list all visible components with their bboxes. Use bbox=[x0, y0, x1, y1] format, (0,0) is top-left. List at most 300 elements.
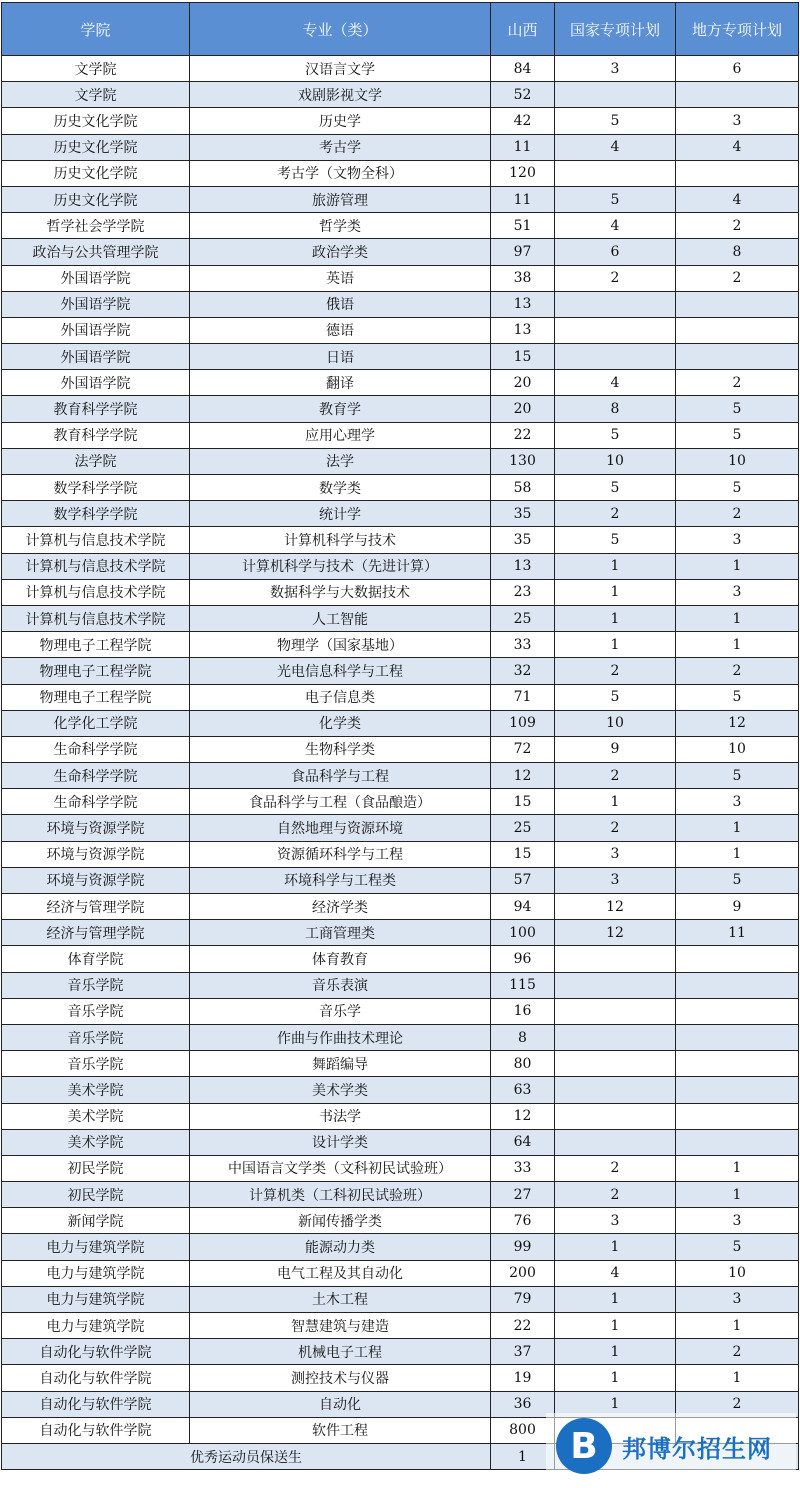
cell-national-plan: 4 bbox=[555, 213, 676, 239]
cell-local-plan bbox=[676, 1129, 799, 1155]
table-row bbox=[2, 448, 799, 474]
cell-college: 环境与资源学院 bbox=[2, 815, 190, 841]
cell-major: 考古学（文物全科） bbox=[190, 160, 491, 186]
cell-local-plan bbox=[676, 1051, 799, 1077]
cell-college: 文学院 bbox=[2, 56, 190, 82]
cell-local-plan: 5 bbox=[676, 396, 799, 422]
cell-local-plan bbox=[676, 998, 799, 1024]
admission-plan-table bbox=[1, 2, 799, 1470]
cell-national-plan: 5 bbox=[555, 422, 676, 448]
cell-college: 教育科学学院 bbox=[2, 422, 190, 448]
cell-national-plan: 2 bbox=[555, 815, 676, 841]
cell-national-plan: 4 bbox=[555, 370, 676, 396]
table-row bbox=[2, 684, 799, 710]
cell-major: 智慧建筑与建造 bbox=[190, 1313, 491, 1339]
cell-national-plan bbox=[555, 972, 676, 998]
table-row bbox=[2, 1077, 799, 1103]
table-row bbox=[2, 920, 799, 946]
cell-college: 物理电子工程学院 bbox=[2, 684, 190, 710]
cell-major: 音乐学 bbox=[190, 998, 491, 1024]
cell-shanxi: 79 bbox=[491, 1286, 555, 1312]
cell-national-plan: 5 bbox=[555, 684, 676, 710]
cell-national-plan: 1 bbox=[555, 1286, 676, 1312]
table-row bbox=[2, 344, 799, 370]
table-row bbox=[2, 710, 799, 736]
cell-national-plan: 10 bbox=[555, 448, 676, 474]
cell-major: 俄语 bbox=[190, 291, 491, 317]
cell-college: 音乐学院 bbox=[2, 972, 190, 998]
table-header-row bbox=[2, 3, 799, 56]
cell-shanxi: 15 bbox=[491, 789, 555, 815]
cell-college: 自动化与软件学院 bbox=[2, 1391, 190, 1417]
cell-college: 哲学社会学学院 bbox=[2, 213, 190, 239]
cell-major: 食品科学与工程（食品酿造） bbox=[190, 789, 491, 815]
cell-major: 人工智能 bbox=[190, 605, 491, 631]
cell-shanxi: 11 bbox=[491, 186, 555, 212]
watermark-logo-icon bbox=[556, 1418, 612, 1474]
cell-national-plan bbox=[555, 1024, 676, 1050]
table-row bbox=[2, 1260, 799, 1286]
table-row bbox=[2, 1155, 799, 1181]
cell-local-plan: 1 bbox=[676, 553, 799, 579]
cell-college: 法学院 bbox=[2, 448, 190, 474]
table-row bbox=[2, 789, 799, 815]
cell-college: 电力与建筑学院 bbox=[2, 1313, 190, 1339]
cell-college: 环境与资源学院 bbox=[2, 867, 190, 893]
cell-college: 美术学院 bbox=[2, 1077, 190, 1103]
table-row bbox=[2, 763, 799, 789]
cell-major: 翻译 bbox=[190, 370, 491, 396]
cell-college: 外国语学院 bbox=[2, 317, 190, 343]
cell-national-plan: 5 bbox=[555, 475, 676, 501]
cell-shanxi: 13 bbox=[491, 291, 555, 317]
table-row bbox=[2, 1365, 799, 1391]
cell-major: 机械电子工程 bbox=[190, 1339, 491, 1365]
cell-shanxi: 13 bbox=[491, 317, 555, 343]
cell-local-plan: 5 bbox=[676, 867, 799, 893]
cell-college: 计算机与信息技术学院 bbox=[2, 579, 190, 605]
cell-local-plan bbox=[676, 344, 799, 370]
table-row bbox=[2, 632, 799, 658]
cell-major: 旅游管理 bbox=[190, 186, 491, 212]
cell-major: 哲学类 bbox=[190, 213, 491, 239]
cell-national-plan bbox=[555, 344, 676, 370]
cell-shanxi: 27 bbox=[491, 1182, 555, 1208]
cell-local-plan: 10 bbox=[676, 448, 799, 474]
cell-shanxi: 37 bbox=[491, 1339, 555, 1365]
cell-local-plan: 1 bbox=[676, 1365, 799, 1391]
cell-shanxi: 100 bbox=[491, 920, 555, 946]
cell-national-plan bbox=[555, 1077, 676, 1103]
cell-shanxi: 12 bbox=[491, 1103, 555, 1129]
cell-local-plan bbox=[676, 291, 799, 317]
cell-local-plan: 1 bbox=[676, 1155, 799, 1181]
cell-national-plan bbox=[555, 946, 676, 972]
cell-major: 历史学 bbox=[190, 108, 491, 134]
cell-shanxi: 16 bbox=[491, 998, 555, 1024]
cell-major: 统计学 bbox=[190, 501, 491, 527]
cell-major: 舞蹈编导 bbox=[190, 1051, 491, 1077]
cell-local-plan: 1 bbox=[676, 1182, 799, 1208]
cell-local-plan: 2 bbox=[676, 370, 799, 396]
cell-shanxi: 36 bbox=[491, 1391, 555, 1417]
table-row bbox=[2, 972, 799, 998]
table-row bbox=[2, 605, 799, 631]
cell-college: 体育学院 bbox=[2, 946, 190, 972]
cell-shanxi: 19 bbox=[491, 1365, 555, 1391]
cell-college: 音乐学院 bbox=[2, 1024, 190, 1050]
cell-local-plan: 6 bbox=[676, 56, 799, 82]
cell-national-plan: 1 bbox=[555, 553, 676, 579]
cell-national-plan: 8 bbox=[555, 396, 676, 422]
cell-national-plan: 12 bbox=[555, 920, 676, 946]
cell-major: 环境科学与工程类 bbox=[190, 867, 491, 893]
table-row bbox=[2, 841, 799, 867]
cell-major: 中国语言文学类（文科初民试验班） bbox=[190, 1155, 491, 1181]
cell-college: 计算机与信息技术学院 bbox=[2, 553, 190, 579]
cell-college: 数学科学学院 bbox=[2, 475, 190, 501]
cell-local-plan: 12 bbox=[676, 710, 799, 736]
cell-college: 历史文化学院 bbox=[2, 186, 190, 212]
final-row-value: 1 bbox=[491, 1443, 555, 1469]
table-row bbox=[2, 867, 799, 893]
cell-major: 教育学 bbox=[190, 396, 491, 422]
table-row bbox=[2, 579, 799, 605]
cell-college: 初民学院 bbox=[2, 1155, 190, 1181]
table-row bbox=[2, 475, 799, 501]
header-local-plan: 地方专项计划 bbox=[676, 3, 799, 56]
cell-shanxi: 84 bbox=[491, 56, 555, 82]
table-row bbox=[2, 1103, 799, 1129]
table-row bbox=[2, 658, 799, 684]
cell-national-plan: 1 bbox=[555, 789, 676, 815]
cell-major: 经济学类 bbox=[190, 894, 491, 920]
cell-major: 法学 bbox=[190, 448, 491, 474]
table-row bbox=[2, 1313, 799, 1339]
cell-college: 初民学院 bbox=[2, 1182, 190, 1208]
cell-national-plan: 1 bbox=[555, 579, 676, 605]
cell-shanxi: 57 bbox=[491, 867, 555, 893]
cell-shanxi: 13 bbox=[491, 553, 555, 579]
cell-major: 书法学 bbox=[190, 1103, 491, 1129]
table-row bbox=[2, 56, 799, 82]
cell-college: 美术学院 bbox=[2, 1129, 190, 1155]
cell-national-plan: 1 bbox=[555, 1234, 676, 1260]
cell-shanxi: 130 bbox=[491, 448, 555, 474]
table-row bbox=[2, 291, 799, 317]
cell-major: 测控技术与仪器 bbox=[190, 1365, 491, 1391]
cell-local-plan: 5 bbox=[676, 1234, 799, 1260]
cell-shanxi: 33 bbox=[491, 632, 555, 658]
cell-college: 音乐学院 bbox=[2, 998, 190, 1024]
table-row bbox=[2, 213, 799, 239]
cell-college: 自动化与软件学院 bbox=[2, 1365, 190, 1391]
cell-college: 历史文化学院 bbox=[2, 160, 190, 186]
cell-local-plan: 11 bbox=[676, 920, 799, 946]
cell-major: 音乐表演 bbox=[190, 972, 491, 998]
header-shanxi: 山西 bbox=[491, 3, 555, 56]
cell-college: 历史文化学院 bbox=[2, 134, 190, 160]
cell-major: 数学类 bbox=[190, 475, 491, 501]
cell-national-plan: 2 bbox=[555, 658, 676, 684]
cell-national-plan: 4 bbox=[555, 1260, 676, 1286]
cell-national-plan: 1 bbox=[555, 1391, 676, 1417]
cell-college: 计算机与信息技术学院 bbox=[2, 527, 190, 553]
cell-college: 音乐学院 bbox=[2, 1051, 190, 1077]
cell-shanxi: 76 bbox=[491, 1208, 555, 1234]
cell-local-plan: 5 bbox=[676, 475, 799, 501]
table-row bbox=[2, 239, 799, 265]
table-row bbox=[2, 1024, 799, 1050]
table-row bbox=[2, 1129, 799, 1155]
cell-local-plan bbox=[676, 1024, 799, 1050]
cell-shanxi: 22 bbox=[491, 1313, 555, 1339]
cell-shanxi: 32 bbox=[491, 658, 555, 684]
cell-major: 政治学类 bbox=[190, 239, 491, 265]
cell-major: 德语 bbox=[190, 317, 491, 343]
cell-college: 数学科学学院 bbox=[2, 501, 190, 527]
cell-shanxi: 25 bbox=[491, 815, 555, 841]
cell-local-plan: 2 bbox=[676, 265, 799, 291]
cell-shanxi: 96 bbox=[491, 946, 555, 972]
cell-local-plan: 2 bbox=[676, 1339, 799, 1365]
cell-major: 计算机科学与技术（先进计算） bbox=[190, 553, 491, 579]
cell-national-plan: 5 bbox=[555, 186, 676, 212]
cell-major: 电气工程及其自动化 bbox=[190, 1260, 491, 1286]
cell-shanxi: 8 bbox=[491, 1024, 555, 1050]
cell-national-plan: 1 bbox=[555, 1339, 676, 1365]
cell-local-plan bbox=[676, 972, 799, 998]
table-row bbox=[2, 82, 799, 108]
cell-shanxi: 51 bbox=[491, 213, 555, 239]
table-row bbox=[2, 317, 799, 343]
cell-national-plan: 2 bbox=[555, 763, 676, 789]
cell-major: 土木工程 bbox=[190, 1286, 491, 1312]
cell-shanxi: 94 bbox=[491, 894, 555, 920]
cell-local-plan: 1 bbox=[676, 632, 799, 658]
cell-local-plan bbox=[676, 1103, 799, 1129]
table-row bbox=[2, 527, 799, 553]
cell-college: 美术学院 bbox=[2, 1103, 190, 1129]
cell-national-plan: 5 bbox=[555, 527, 676, 553]
cell-major: 物理学（国家基地） bbox=[190, 632, 491, 658]
cell-local-plan: 2 bbox=[676, 658, 799, 684]
cell-local-plan: 9 bbox=[676, 894, 799, 920]
table-row bbox=[2, 998, 799, 1024]
cell-shanxi: 42 bbox=[491, 108, 555, 134]
cell-shanxi: 38 bbox=[491, 265, 555, 291]
cell-national-plan bbox=[555, 1103, 676, 1129]
table-row bbox=[2, 134, 799, 160]
cell-college: 物理电子工程学院 bbox=[2, 658, 190, 684]
cell-shanxi: 11 bbox=[491, 134, 555, 160]
cell-college: 计算机与信息技术学院 bbox=[2, 605, 190, 631]
cell-national-plan: 5 bbox=[555, 108, 676, 134]
cell-college: 教育科学学院 bbox=[2, 396, 190, 422]
cell-major: 计算机科学与技术 bbox=[190, 527, 491, 553]
cell-local-plan: 3 bbox=[676, 108, 799, 134]
table-row bbox=[2, 894, 799, 920]
cell-shanxi: 99 bbox=[491, 1234, 555, 1260]
cell-national-plan: 1 bbox=[555, 632, 676, 658]
cell-national-plan: 2 bbox=[555, 1155, 676, 1181]
cell-national-plan: 3 bbox=[555, 841, 676, 867]
cell-major: 作曲与作曲技术理论 bbox=[190, 1024, 491, 1050]
cell-local-plan bbox=[676, 317, 799, 343]
cell-college: 新闻学院 bbox=[2, 1208, 190, 1234]
table-row bbox=[2, 1286, 799, 1312]
header-major: 专业（类） bbox=[190, 3, 491, 56]
watermark-text: 邦博尔招生网 bbox=[622, 1434, 772, 1463]
cell-major: 考古学 bbox=[190, 134, 491, 160]
cell-major: 生物科学类 bbox=[190, 736, 491, 762]
cell-shanxi: 58 bbox=[491, 475, 555, 501]
table-row bbox=[2, 186, 799, 212]
table-row bbox=[2, 1234, 799, 1260]
cell-college: 经济与管理学院 bbox=[2, 920, 190, 946]
cell-college: 生命科学学院 bbox=[2, 789, 190, 815]
table-row bbox=[2, 1208, 799, 1234]
table-row bbox=[2, 160, 799, 186]
cell-shanxi: 52 bbox=[491, 82, 555, 108]
cell-major: 戏剧影视文学 bbox=[190, 82, 491, 108]
cell-local-plan: 2 bbox=[676, 1391, 799, 1417]
cell-national-plan: 12 bbox=[555, 894, 676, 920]
cell-national-plan: 1 bbox=[555, 605, 676, 631]
cell-local-plan: 4 bbox=[676, 134, 799, 160]
cell-national-plan bbox=[555, 82, 676, 108]
table-row bbox=[2, 946, 799, 972]
table-row bbox=[2, 422, 799, 448]
cell-college: 经济与管理学院 bbox=[2, 894, 190, 920]
cell-national-plan: 3 bbox=[555, 867, 676, 893]
cell-shanxi: 23 bbox=[491, 579, 555, 605]
cell-shanxi: 80 bbox=[491, 1051, 555, 1077]
cell-major: 数据科学与大数据技术 bbox=[190, 579, 491, 605]
table-row bbox=[2, 1051, 799, 1077]
cell-shanxi: 15 bbox=[491, 344, 555, 370]
table-row bbox=[2, 815, 799, 841]
cell-shanxi: 200 bbox=[491, 1260, 555, 1286]
cell-major: 应用心理学 bbox=[190, 422, 491, 448]
cell-national-plan bbox=[555, 317, 676, 343]
cell-college: 外国语学院 bbox=[2, 370, 190, 396]
cell-major: 新闻传播学类 bbox=[190, 1208, 491, 1234]
table-row bbox=[2, 501, 799, 527]
cell-local-plan: 10 bbox=[676, 736, 799, 762]
cell-local-plan: 3 bbox=[676, 579, 799, 605]
cell-major: 体育教育 bbox=[190, 946, 491, 972]
cell-shanxi: 12 bbox=[491, 763, 555, 789]
cell-shanxi: 25 bbox=[491, 605, 555, 631]
cell-college: 电力与建筑学院 bbox=[2, 1234, 190, 1260]
cell-shanxi: 35 bbox=[491, 527, 555, 553]
cell-national-plan: 1 bbox=[555, 1313, 676, 1339]
cell-major: 工商管理类 bbox=[190, 920, 491, 946]
cell-national-plan: 2 bbox=[555, 265, 676, 291]
cell-major: 计算机类（工科初民试验班） bbox=[190, 1182, 491, 1208]
cell-major: 英语 bbox=[190, 265, 491, 291]
cell-national-plan: 9 bbox=[555, 736, 676, 762]
cell-national-plan: 3 bbox=[555, 56, 676, 82]
cell-major: 光电信息科学与工程 bbox=[190, 658, 491, 684]
cell-shanxi: 63 bbox=[491, 1077, 555, 1103]
cell-major: 自动化 bbox=[190, 1391, 491, 1417]
cell-major: 软件工程 bbox=[190, 1417, 491, 1443]
header-college: 学院 bbox=[2, 3, 190, 56]
cell-college: 生命科学学院 bbox=[2, 763, 190, 789]
cell-national-plan: 6 bbox=[555, 239, 676, 265]
cell-local-plan: 1 bbox=[676, 841, 799, 867]
cell-major: 美术学类 bbox=[190, 1077, 491, 1103]
cell-national-plan: 10 bbox=[555, 710, 676, 736]
cell-shanxi: 120 bbox=[491, 160, 555, 186]
cell-major: 电子信息类 bbox=[190, 684, 491, 710]
cell-local-plan: 10 bbox=[676, 1260, 799, 1286]
cell-major: 能源动力类 bbox=[190, 1234, 491, 1260]
table-row bbox=[2, 1339, 799, 1365]
cell-major: 设计学类 bbox=[190, 1129, 491, 1155]
table-row bbox=[2, 265, 799, 291]
cell-local-plan: 1 bbox=[676, 605, 799, 631]
cell-college: 生命科学学院 bbox=[2, 736, 190, 762]
cell-national-plan bbox=[555, 1129, 676, 1155]
cell-local-plan bbox=[676, 82, 799, 108]
cell-shanxi: 35 bbox=[491, 501, 555, 527]
cell-shanxi: 22 bbox=[491, 422, 555, 448]
cell-college: 外国语学院 bbox=[2, 291, 190, 317]
table-row bbox=[2, 553, 799, 579]
cell-local-plan: 3 bbox=[676, 789, 799, 815]
cell-national-plan bbox=[555, 1051, 676, 1077]
cell-local-plan: 1 bbox=[676, 1313, 799, 1339]
cell-national-plan: 1 bbox=[555, 1365, 676, 1391]
cell-major: 资源循环科学与工程 bbox=[190, 841, 491, 867]
header-national-plan: 国家专项计划 bbox=[555, 3, 676, 56]
table-row bbox=[2, 396, 799, 422]
cell-national-plan bbox=[555, 160, 676, 186]
cell-college: 电力与建筑学院 bbox=[2, 1286, 190, 1312]
cell-national-plan bbox=[555, 291, 676, 317]
cell-shanxi: 15 bbox=[491, 841, 555, 867]
cell-local-plan: 3 bbox=[676, 527, 799, 553]
cell-local-plan: 5 bbox=[676, 763, 799, 789]
cell-local-plan: 5 bbox=[676, 684, 799, 710]
cell-national-plan: 4 bbox=[555, 134, 676, 160]
cell-college: 文学院 bbox=[2, 82, 190, 108]
cell-college: 历史文化学院 bbox=[2, 108, 190, 134]
cell-major: 汉语言文学 bbox=[190, 56, 491, 82]
cell-national-plan: 2 bbox=[555, 501, 676, 527]
cell-major: 食品科学与工程 bbox=[190, 763, 491, 789]
cell-college: 自动化与软件学院 bbox=[2, 1417, 190, 1443]
cell-shanxi: 97 bbox=[491, 239, 555, 265]
cell-college: 政治与公共管理学院 bbox=[2, 239, 190, 265]
watermark bbox=[546, 1413, 796, 1479]
cell-shanxi: 71 bbox=[491, 684, 555, 710]
cell-shanxi: 800 bbox=[491, 1417, 555, 1443]
cell-shanxi: 115 bbox=[491, 972, 555, 998]
table-row bbox=[2, 370, 799, 396]
cell-college: 外国语学院 bbox=[2, 344, 190, 370]
cell-local-plan: 3 bbox=[676, 1286, 799, 1312]
cell-national-plan: 3 bbox=[555, 1208, 676, 1234]
cell-local-plan: 5 bbox=[676, 422, 799, 448]
cell-shanxi: 33 bbox=[491, 1155, 555, 1181]
cell-national-plan bbox=[555, 998, 676, 1024]
cell-shanxi: 20 bbox=[491, 396, 555, 422]
cell-national-plan: 2 bbox=[555, 1182, 676, 1208]
